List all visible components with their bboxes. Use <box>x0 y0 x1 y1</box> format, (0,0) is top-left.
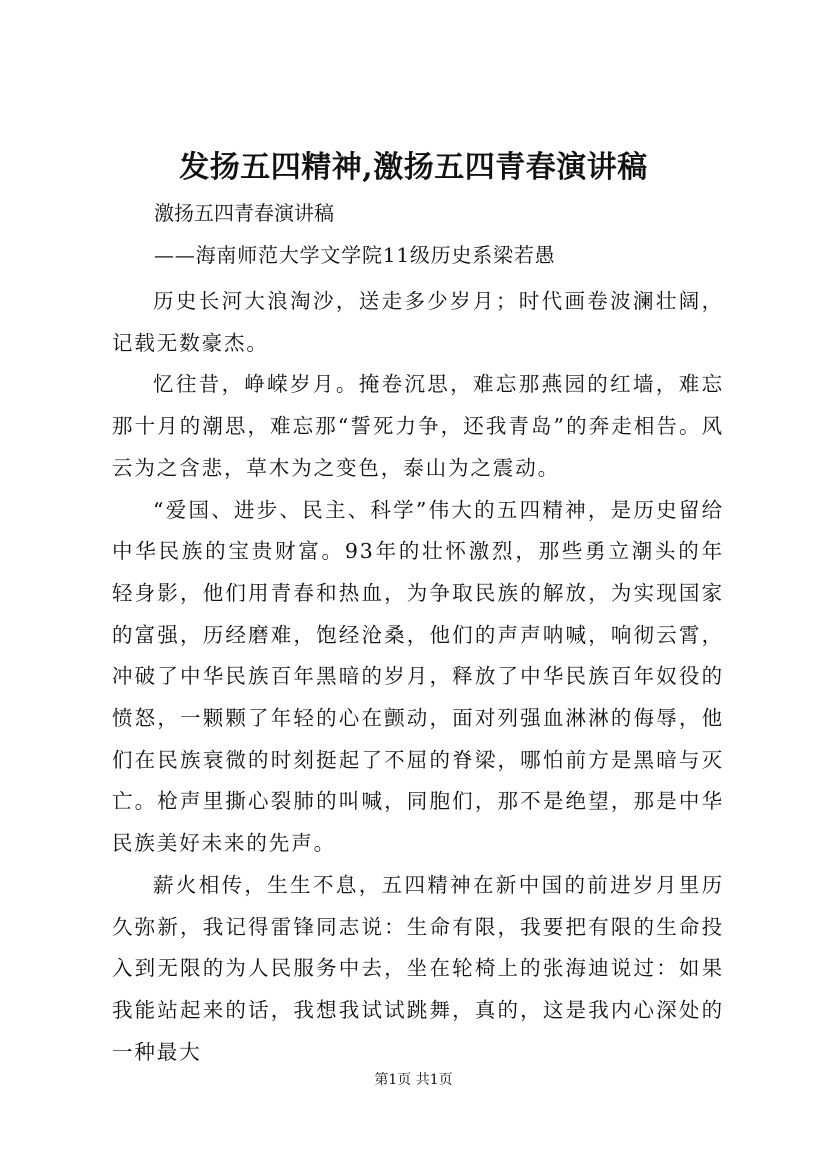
document-body <box>112 281 724 1073</box>
author-byline: ——海南师范大学文学院11级历史系梁若愚 <box>154 243 556 267</box>
paragraph: 历史长河大浪淘沙，送走多少岁月；时代画卷波澜壮阔，记载无数豪杰。 <box>112 289 724 355</box>
page-number-footer: 第1页 共1页 <box>374 1072 453 1088</box>
document-title: 发扬五四精神,激扬五四青春演讲稿 <box>179 150 648 185</box>
paragraph: 薪火相传，生生不息，五四精神在新中国的前进岁月里历久弥新，我记得雷锋同志说：生命有限，我要把有限的生命投入到无限的为人民服务中去，坐在轮椅上的张海迪说过：如果我能站起来的话，我想我试试跳舞，真的，这是我内心深处的一种最大 <box>112 872 724 1064</box>
paragraph: 忆往昔，峥嵘岁月。掩卷沉思，难忘那燕园的红墙，难忘那十月的潮思，难忘那“誓死力争，还我青岛”的奔走相告。风云为之含悲，草木为之变色，泰山为之震动。 <box>112 372 724 480</box>
paragraph: “爱国、进步、民主、科学”伟大的五四精神，是历史留给中华民族的宝贵财富。93年的壮怀激烈，那些勇立潮头的年轻身影，他们用青春和热血，为争取民族的解放，为实现国家的富强，历经磨难，饱经沧桑，他们的声声呐喊，响彻云霄，冲破了中华民族百年黑暗的岁月，释放了中华民族百年奴役的愤怒，一颗颗了年轻的心在颤动，面对列强血淋淋的侮辱，他们在民族衰微的时刻挺起了不屈的脊梁，哪怕前方是黑暗与灭亡。枪声里撕心裂肺的叫喊，同胞们，那不是绝望，那是中华民族美好未来的先声。 <box>112 497 724 856</box>
document-subtitle: 激扬五四青春演讲稿 <box>154 201 334 225</box>
